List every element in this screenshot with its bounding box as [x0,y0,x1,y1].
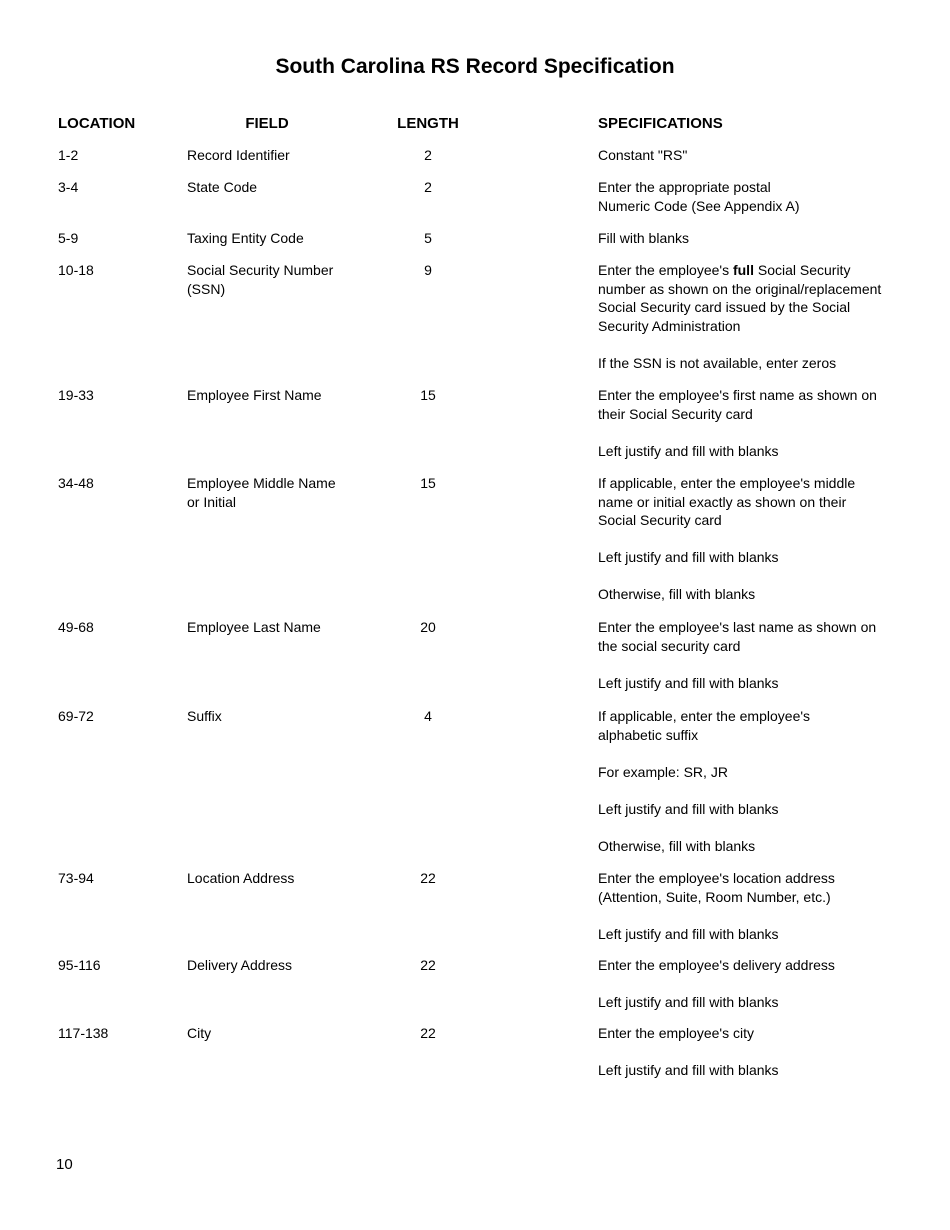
row-field: City [187,1025,212,1041]
spec-paragraph: Enter the employee's first name as shown on their Social Security card [598,387,877,422]
row-specifications [598,146,888,165]
row-location: 49-68 [58,619,94,635]
row-location: 117-138 [58,1025,109,1041]
spec-paragraph: Left justify and fill with blanks [598,549,779,565]
spec-paragraph: Enter the employee's delivery address [598,957,835,973]
row-specifications [598,178,813,215]
header-location: LOCATION [58,115,136,132]
row-length: 4 [424,708,432,724]
spec-paragraph: Left justify and fill with blanks [598,442,779,459]
spec-paragraph: Enter the employee's last name as shown on the social security card [598,619,877,654]
spec-paragraph: Constant "RS" [598,147,688,163]
header-field: FIELD [245,115,289,132]
row-field: Employee Middle Name or Initial [187,475,336,510]
row-field: State Code [187,179,258,195]
row-specifications [598,869,848,943]
page-title: South Carolina RS Record Specification [275,55,675,78]
row-length: 2 [424,179,432,195]
row-location: 3-4 [58,179,79,195]
row-field: Taxing Entity Code [187,230,304,246]
row-length: 20 [420,619,436,635]
row-length: 2 [424,147,432,163]
row-specifications [598,1024,888,1080]
spec-paragraph: Enter the employee's city [598,1025,754,1041]
spec-paragraph: Enter the employee's full Social Security number as shown on the original/replacement Social Security card issued by the Social Security Administration [598,262,882,334]
row-location: 95-116 [58,957,101,973]
row-specifications [598,261,898,372]
row-specifications [598,229,888,248]
spec-paragraph: Fill with blanks [598,230,690,246]
spec-paragraph: Left justify and fill with blanks [598,994,779,1010]
row-location: 69-72 [58,708,94,724]
row-length: 5 [424,230,432,246]
header-specifications: SPECIFICATIONS [598,115,723,132]
row-location: 10-18 [58,262,94,278]
row-location: 19-33 [58,387,94,403]
row-field: Location Address [187,870,295,886]
row-length: 22 [420,870,436,886]
row-location: 73-94 [58,870,94,886]
row-location: 34-48 [58,475,94,491]
row-field: Social Security Number (SSN) [187,262,334,297]
spec-paragraph: Otherwise, fill with blanks [598,586,756,602]
spec-paragraph: For example: SR, JR [598,763,728,780]
row-length: 22 [420,957,436,973]
row-length: 15 [420,475,436,491]
row-field: Employee First Name [187,387,322,403]
row-specifications [598,956,888,1012]
spec-paragraph: Left justify and fill with blanks [598,674,779,691]
row-location: 5-9 [58,230,79,246]
spec-paragraph: If applicable, enter the employee's middle name or initial exactly as shown on their Social Security card [598,475,856,528]
row-field: Suffix [187,708,222,724]
row-specifications [598,386,888,460]
row-field: Record Identifier [187,147,290,163]
spec-paragraph: If the SSN is not available, enter zeros [598,354,837,371]
spec-paragraph: If applicable, enter the employee's alphabetic suffix [598,708,811,743]
row-length: 22 [420,1025,436,1041]
spec-paragraph: Left justify and fill with blanks [598,800,779,817]
page-number: 10 [56,1156,73,1173]
row-length: 15 [420,387,436,403]
row-specifications [598,707,848,855]
row-field: Delivery Address [187,957,293,973]
row-location: 1-2 [58,147,79,163]
spec-paragraph: Left justify and fill with blanks [598,925,779,942]
row-specifications [598,474,888,604]
row-specifications [598,618,888,692]
spec-paragraph: Left justify and fill with blanks [598,1062,779,1078]
spec-paragraph: Otherwise, fill with blanks [598,837,756,854]
spec-paragraph: Enter the appropriate postal Numeric Code (See Appendix A) [598,179,800,214]
row-field: Employee Last Name [187,619,321,635]
header-length: LENGTH [397,115,459,132]
spec-paragraph: Enter the employee's location address (Attention, Suite, Room Number, etc.) [598,870,835,905]
row-length: 9 [424,262,432,278]
